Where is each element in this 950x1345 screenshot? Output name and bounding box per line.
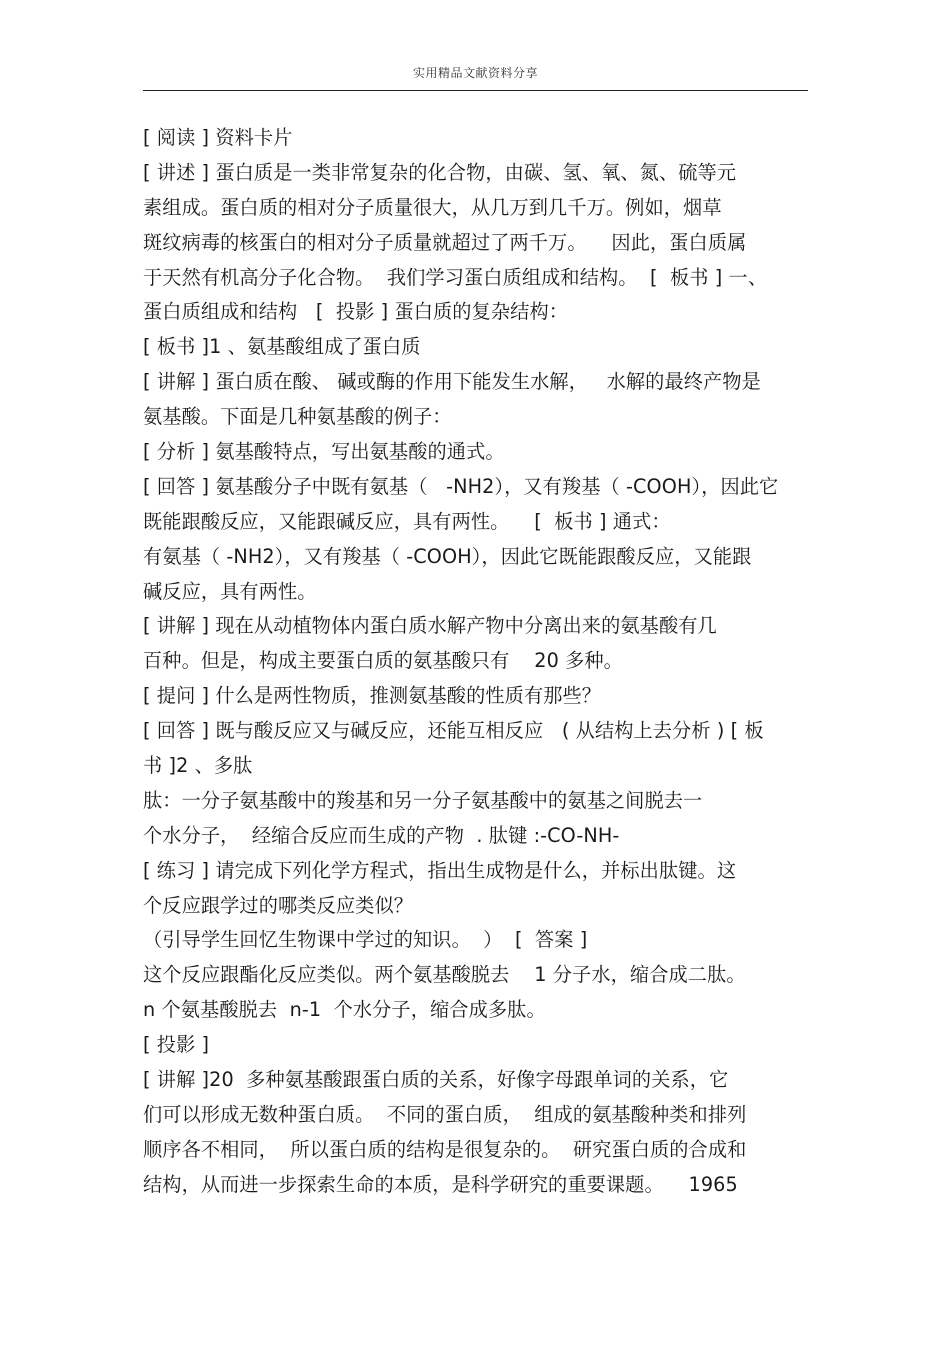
text-line: 这个反应跟酯化反应类似。两个氨基酸脱去 1 分子水，缩合成二肽。 bbox=[143, 963, 746, 987]
text-line: 顺序各不相同， 所以蛋白质的结构是很复杂的。 研究蛋白质的合成和 bbox=[143, 1137, 747, 1161]
text-line: 百种。但是，构成主要蛋白质的氨基酸只有 20 多种。 bbox=[143, 649, 623, 673]
text-line: （引导学生回忆生物课中学过的知识。 ） [ 答案 ] bbox=[143, 928, 588, 952]
text-line: [ 回答 ] 氨基酸分子中既有氨基（ -NH2），又有羧基（ -COOH），因此它 bbox=[143, 474, 779, 498]
text-line: [ 讲解 ] 现在从动植物体内蛋白质水解产物中分离出来的氨基酸有几 bbox=[143, 614, 717, 638]
text-line: 蛋白质组成和结构 [ 投影 ] 蛋白质的复杂结构： bbox=[143, 300, 569, 324]
text-line: 结构，从而进一步探索生命的本质，是科学研究的重要课题。 1965 bbox=[143, 1172, 738, 1196]
text-line: [ 练习 ] 请完成下列化学方程式，指出生成物是什么，并标出肽键。这 bbox=[143, 858, 737, 882]
text-line: 个水分子， 经缩合反应而生成的产物 . 肽键 :-CO-NH- bbox=[143, 823, 620, 847]
text-line: 有氨基（ -NH2），又有羧基（ -COOH），因此它既能跟酸反应，又能跟 bbox=[143, 544, 752, 568]
text-line: 于天然有机高分子化合物。 我们学习蛋白质组成和结构。 [ 板书 ] 一、 bbox=[143, 265, 768, 289]
text-line: 氨基酸。下面是几种氨基酸的例子： bbox=[143, 405, 452, 429]
document-body bbox=[143, 121, 811, 1203]
text-line: 既能跟酸反应，又能跟碱反应，具有两性。 [ 板书 ] 通式： bbox=[143, 509, 671, 533]
text-line: [ 讲解 ]20 多种氨基酸跟蛋白质的关系，好像字母跟单词的关系，它 bbox=[143, 1068, 729, 1092]
text-line: [ 讲述 ] 蛋白质是一类非常复杂的化合物，由碳、氢、氧、氮、硫等元 bbox=[143, 160, 737, 184]
header-divider bbox=[143, 90, 808, 91]
text-line: 们可以形成无数种蛋白质。 不同的蛋白质， 组成的氨基酸种类和排列 bbox=[143, 1102, 747, 1126]
text-line: [ 阅读 ] 资料卡片 bbox=[143, 126, 293, 149]
text-line: [ 讲解 ] 蛋白质在酸、 碱或酶的作用下能发生水解， 水解的最终产物是 bbox=[143, 370, 761, 394]
text-line: 书 ]2 、多肽 bbox=[143, 754, 253, 778]
text-line: [ 投影 ] bbox=[143, 1033, 210, 1057]
text-line: 碱反应，具有两性。 bbox=[143, 579, 317, 603]
text-line: [ 分析 ] 氨基酸特点，写出氨基酸的通式。 bbox=[143, 440, 505, 464]
text-line: n 个氨基酸脱去 n-1 个水分子，缩合成多肽。 bbox=[143, 998, 546, 1022]
text-line: [ 提问 ] 什么是两性物质，推测氨基酸的性质有那些？ bbox=[143, 684, 602, 708]
text-line: 肽：一分子氨基酸中的羧基和另一分子氨基酸中的氨基之间脱去一 bbox=[143, 788, 703, 812]
page-header: 实用精品文献资料分享 bbox=[412, 66, 538, 80]
text-line: [ 板书 ]1 、氨基酸组成了蛋白质 bbox=[143, 335, 421, 359]
text-line: 斑纹病毒的核蛋白的相对分子质量就超过了两千万。 因此，蛋白质属 bbox=[143, 230, 747, 254]
text-line: [ 回答 ] 既与酸反应又与碱反应，还能互相反应 ( 从结构上去分析 ) [ 板 bbox=[143, 719, 764, 743]
text-line: 素组成。蛋白质的相对分子质量很大，从几万到几千万。例如，烟草 bbox=[143, 195, 722, 219]
text-line: 个反应跟学过的哪类反应类似？ bbox=[143, 893, 414, 917]
